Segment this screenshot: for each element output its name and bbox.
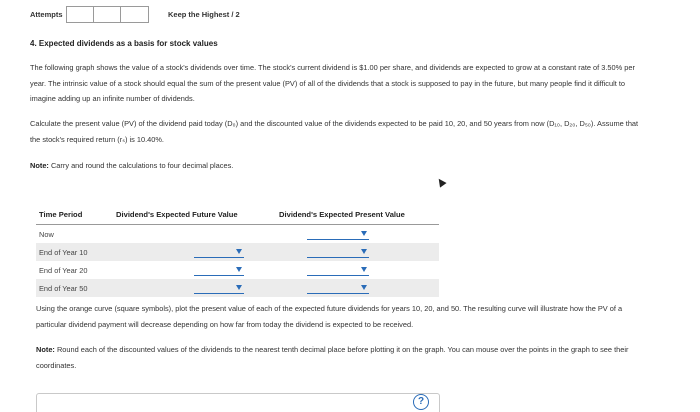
help-icon[interactable]: ? xyxy=(413,394,429,410)
future-value-dropdown-year10[interactable] xyxy=(194,245,244,258)
future-value-cell xyxy=(114,243,277,261)
table-row-year20 xyxy=(36,261,439,279)
chevron-down-icon xyxy=(361,231,367,236)
plot-instructions: Using the orange curve (square symbols), plot the present value of each of the expected future dividends for years 10, 20, and 50. The resulting curve will illustrate how the PV of a particular dividend payment will decrease depending on how far from today the dividend is expected to be received. xyxy=(36,304,623,329)
future-value-cell xyxy=(114,279,277,297)
present-value-cell xyxy=(277,279,439,297)
attempt-box xyxy=(67,7,94,22)
attempt-box xyxy=(121,7,148,22)
chevron-down-icon xyxy=(361,285,367,290)
header-time-period: Time Period xyxy=(39,210,83,219)
present-value-cell xyxy=(277,243,439,261)
present-value-dropdown-year50[interactable] xyxy=(307,281,369,294)
row-period-label: End of Year 50 xyxy=(39,283,88,293)
note-text: Carry and round the calculations to four decimal places. xyxy=(48,161,234,170)
note-rounding xyxy=(30,158,640,174)
table-row-year10 xyxy=(36,243,439,261)
question-title: 4. Expected dividends as a basis for stock values xyxy=(30,39,218,48)
attempts-tracker xyxy=(30,5,149,23)
row-period-label: End of Year 20 xyxy=(39,265,88,275)
row-period-label: Now xyxy=(39,229,54,239)
keep-highest-label: Keep the Highest / 2 xyxy=(168,10,240,19)
future-value-cell xyxy=(114,225,277,243)
table-row-year50 xyxy=(36,279,439,297)
chevron-down-icon xyxy=(361,249,367,254)
mouse-cursor-icon xyxy=(435,176,446,187)
graph-panel[interactable] xyxy=(36,393,440,412)
note-plotting xyxy=(36,342,641,373)
present-value-cell xyxy=(277,225,439,243)
chevron-down-icon xyxy=(236,285,242,290)
table-row-now xyxy=(36,225,439,243)
future-value-dropdown-year20[interactable] xyxy=(194,263,244,276)
chevron-down-icon xyxy=(236,249,242,254)
note-text: Round each of the discounted values of the dividends to the nearest tenth decimal place before plotting it on the graph. You can mouse over the points in the graph to see their coordinates. xyxy=(36,345,629,370)
future-value-cell xyxy=(114,261,277,279)
chevron-down-icon xyxy=(361,267,367,272)
attempt-box xyxy=(94,7,121,22)
note-label: Note: xyxy=(36,345,55,354)
dividend-table xyxy=(36,205,439,297)
header-future-value: Dividend's Expected Future Value xyxy=(116,210,238,219)
chevron-down-icon xyxy=(236,267,242,272)
header-present-value: Dividend's Expected Present Value xyxy=(279,210,405,219)
future-value-dropdown-year50[interactable] xyxy=(194,281,244,294)
attempt-boxes xyxy=(66,6,149,23)
attempts-label: Attempts xyxy=(30,9,63,19)
calculation-paragraph: Calculate the present value (PV) of the dividend paid today (D₀) and the discounted value of the dividends expected to be paid 10, 20, and 50 years from now (D₁₀, D₂₀, D₅₀). Assume that the stock's required return (rₛ) is 10.40%. xyxy=(30,119,639,144)
present-value-dropdown-year10[interactable] xyxy=(307,245,369,258)
present-value-cell xyxy=(277,261,439,279)
intro-paragraph: The following graph shows the value of a stock's dividends over time. The stock's current dividend is $1.00 per share, and dividends are expected to grow at a constant rate of 3.50% per year. The intrinsic value of a stock should equal the sum of the present value (PV) of all of the dividends that a stock is supposed to pay in the future, but many people find it difficult to imagine adding up an infinite number of dividends. xyxy=(30,63,635,103)
present-value-dropdown-year20[interactable] xyxy=(307,263,369,276)
row-period-label: End of Year 10 xyxy=(39,247,88,257)
note-label: Note: xyxy=(30,161,49,170)
present-value-dropdown-now[interactable] xyxy=(307,227,369,240)
table-header xyxy=(36,205,439,225)
